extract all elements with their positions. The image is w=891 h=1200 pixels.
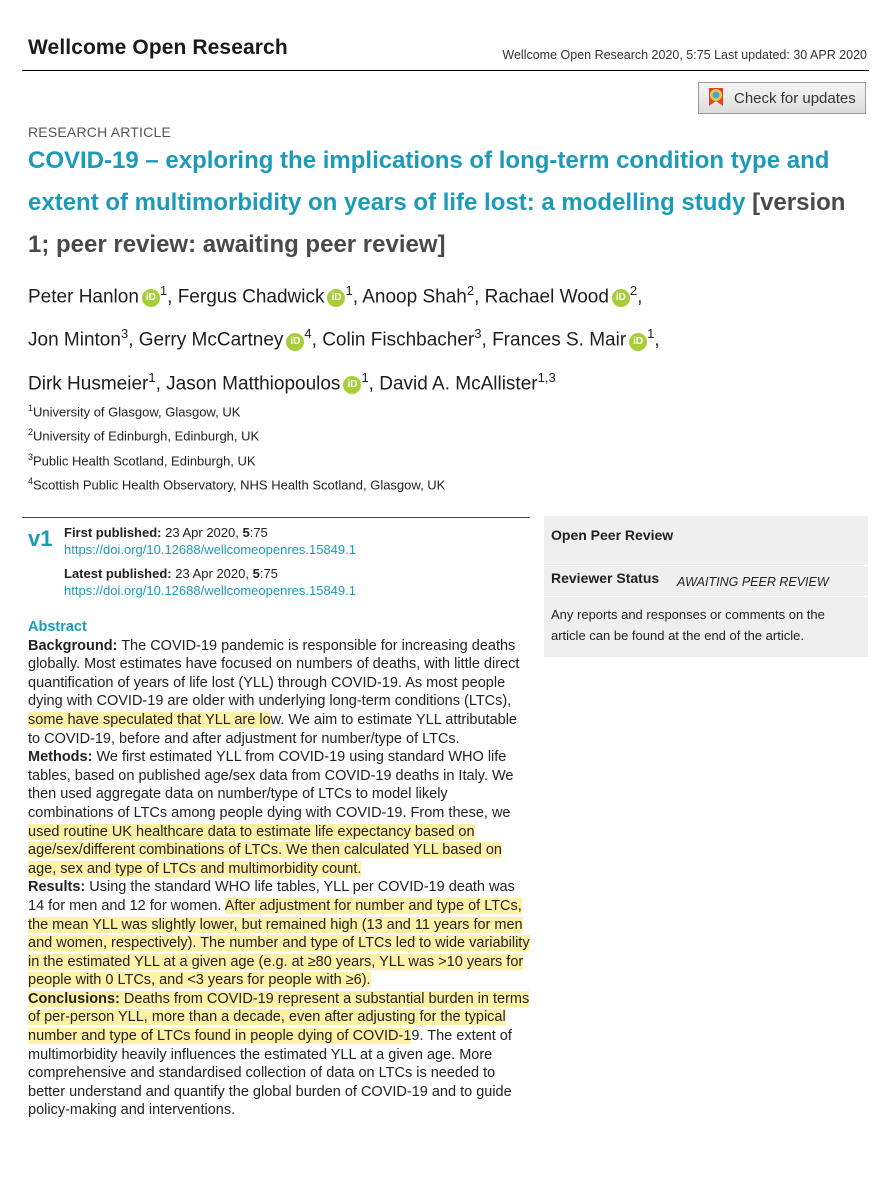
affiliation-item: $^1$University of Glasgow, Glasgow, UK [28,403,241,420]
author-affil-sup: 2 [629,283,638,298]
crossmark-icon [706,86,726,110]
journal-brand[interactable]: Wellcome Open Research [28,36,288,59]
affiliation-item: $^4$Scottish Public Health Observatory, NHS Health Scotland, Glasgow, UK [28,475,446,493]
version-badge: v1 [28,526,53,551]
article-type: RESEARCH ARTICLE [28,124,171,140]
latest-doi-link[interactable]: https://doi.org/10.12688/wellcomeopenres.15849.1 [64,583,356,598]
article-title-text: COVID-19 – exploring the implications of long-term condition type and extent of multimorbidity on years of life lost: a modelling study [28,147,830,216]
orcid-icon[interactable]: iD [327,289,345,307]
affiliation-item: $^3$Public Health Scotland, Edinburgh, UK [28,451,256,468]
author-name[interactable]: Peter Hanlon [28,286,139,308]
affiliation-item: $^2$University of Edinburgh, Edinburgh, UK [28,427,260,444]
orcid-icon[interactable]: iD [629,333,647,351]
open-peer-review-panel [544,516,868,657]
author-name[interactable]: Anoop Shah [362,286,467,308]
author-name[interactable]: David A. McAllister [379,372,538,394]
author-affil-sup: 1 [148,369,156,385]
author-list: Peter Hanlon iD $^1$, Fergus Chadwick iD $^1$, Anoop Shah$^2$, Rachael Wood iD $^2$, Jon Minton$^3$, Gerry McCartney iD $^4$, Colin Fischbacher$^3$, Frances S. Mair iD $^1$, Dirk Husmeier$^1$, Jason Matthiopoulos iD $^1$, David A. McAllister$^{1,3}$ [28,283,660,394]
author-affil-sup: 1 [159,283,168,298]
author-affil-sup: 3 [120,326,129,342]
author-name[interactable]: Gerry McCartney [138,329,284,351]
orcid-icon[interactable]: iD [612,289,630,307]
author-name[interactable]: Fergus Chadwick [177,286,325,308]
results-label: Results: [28,879,86,896]
reviewer-status-label: Reviewer Status [551,570,660,586]
author-affil-sup: 1 [361,369,369,385]
author-affil-sup: 1 [345,283,353,298]
highlight: Deaths from COVID-19 represent a substantial burden in terms of per-person YLL, more than a decade, even after adjusting for the typical number and type of LTCs found in people dying of COVID-1 [28,990,530,1045]
orcid-icon[interactable]: iD [286,333,304,351]
author-name[interactable]: Dirk Husmeier [28,372,149,394]
citation-line: Wellcome Open Research 2020, 5:75 Last updated: 30 APR 2020 [502,48,867,62]
article-title [28,140,858,266]
peer-review-note: Any reports and responses or comments on the article can be found at the end of the article. [551,607,825,643]
affiliations [28,398,445,495]
author-name[interactable]: Frances S. Mair [492,329,627,351]
abstract [28,618,533,1120]
panel-divider [544,596,868,597]
author-name[interactable]: Colin Fischbacher [322,329,475,351]
methods-label: Methods: [28,749,93,766]
open-peer-review-title: Open Peer Review [551,527,674,543]
abstract-heading: Abstract [28,619,87,635]
author-affil-sup: 2 [466,283,475,298]
orcid-icon[interactable]: iD [343,376,361,394]
highlight: used routine UK healthcare data to estimate life expectancy based on age/sex/different combinations of LTCs. We then calculated YLL based on age, sex and type of LTCs and multimorbidity count. [28,823,502,877]
header-divider [22,70,869,71]
version-note: [version 1; peer review: awaiting peer review] [28,189,846,258]
author-affil-sup: 3 [474,326,482,342]
panel-divider [544,565,868,566]
orcid-icon[interactable]: iD [142,289,160,307]
first-doi-link[interactable]: https://doi.org/10.12688/wellcomeopenres.15849.1 [64,542,356,557]
author-affil-sup: 4 [304,326,312,342]
abstract-body: Background: The COVID-19 pandemic is responsible for increasing deaths globally. Most estimates have focused on numbers of deaths, with little direct quantification of years of life lost (YLL) through COVID-19. As most people dying with COVID-19 are older with underlying long-term conditions (LTCs), some have speculated that YLL are low. We aim to estimate YLL attributable to COVID-19, before and after adjustment for number/type of LTCs. Methods: We first estimated YLL from COVID-19 using standard WHO life tables, based on published age/sex data from COVID-19 deaths in Italy. We then used aggregate data on number/type of LTCs to model likely combinations of LTCs among people dying with COVID-19. From these, we used routine UK healthcare data to estimate life expectancy based on age/sex/different combinations of LTCs. We then calculated YLL based on age, sex and type of LTCs and multimorbidity count. Results: Using the standard WHO life tables, YLL per COVID-19 death was 14 for men and 12 for women. After adjustment for number and type of LTCs, the mean YLL was slightly lower, but remained high (13 and 11 years for men and women, respectively). The number and type of LTCs led to wide variability in the estimated YLL at a given age (e.g. at ≥80 years, YLL was >10 years for people with 0 LTCs, and <3 years for people with ≥6). Conclusions: Deaths from COVID-19 represent a substantial burden in terms of per-person YLL, more than a decade, even after adjusting for the typical number and type of LTCs found in people dying of COVID-19. The extent of multimorbidity heavily influences the estimated YLL at a given age. More comprehensive and standardised collection of data on LTCs is needed to better understand and quantify the global burden of COVID-19 and to guide policy-making and interventions. [28,637,530,1119]
check-for-updates-label: Check for updates [734,89,856,107]
author-affil-sup: 1,3 [537,369,556,385]
background-label: Background: [28,637,118,654]
author-name[interactable]: Jon Minton [28,329,121,351]
section-divider [22,517,530,518]
highlight: some have speculated that YLL are lo [28,711,271,728]
reviewer-status-value: AWAITING PEER REVIEW [677,575,829,589]
highlight: After adjustment for number and type of LTCs, the mean YLL was slightly lower, but remained high (13 and 11 years for men and women, respectively). The number and type of LTCs led to wide variability in the estimated YLL at a given age (e.g. at ≥80 years, YLL was >10 years for people with 0 LTCs, and <3 years for people with ≥6). [28,897,530,989]
author-affil-sup: 1 [647,326,655,342]
author-name[interactable]: Rachael Wood [484,286,609,308]
check-for-updates-button[interactable] [698,82,866,114]
first-published: First published: 23 Apr 2020, 5:75 https://doi.org/10.12688/wellcomeopenres.15849.1 [64,525,356,557]
author-name[interactable]: Jason Matthiopoulos [166,372,341,394]
latest-published: Latest published: 23 Apr 2020, 5:75 https://doi.org/10.12688/wellcomeopenres.15849.1 [64,566,356,598]
conclusions-label: Conclusions: [28,990,120,1007]
